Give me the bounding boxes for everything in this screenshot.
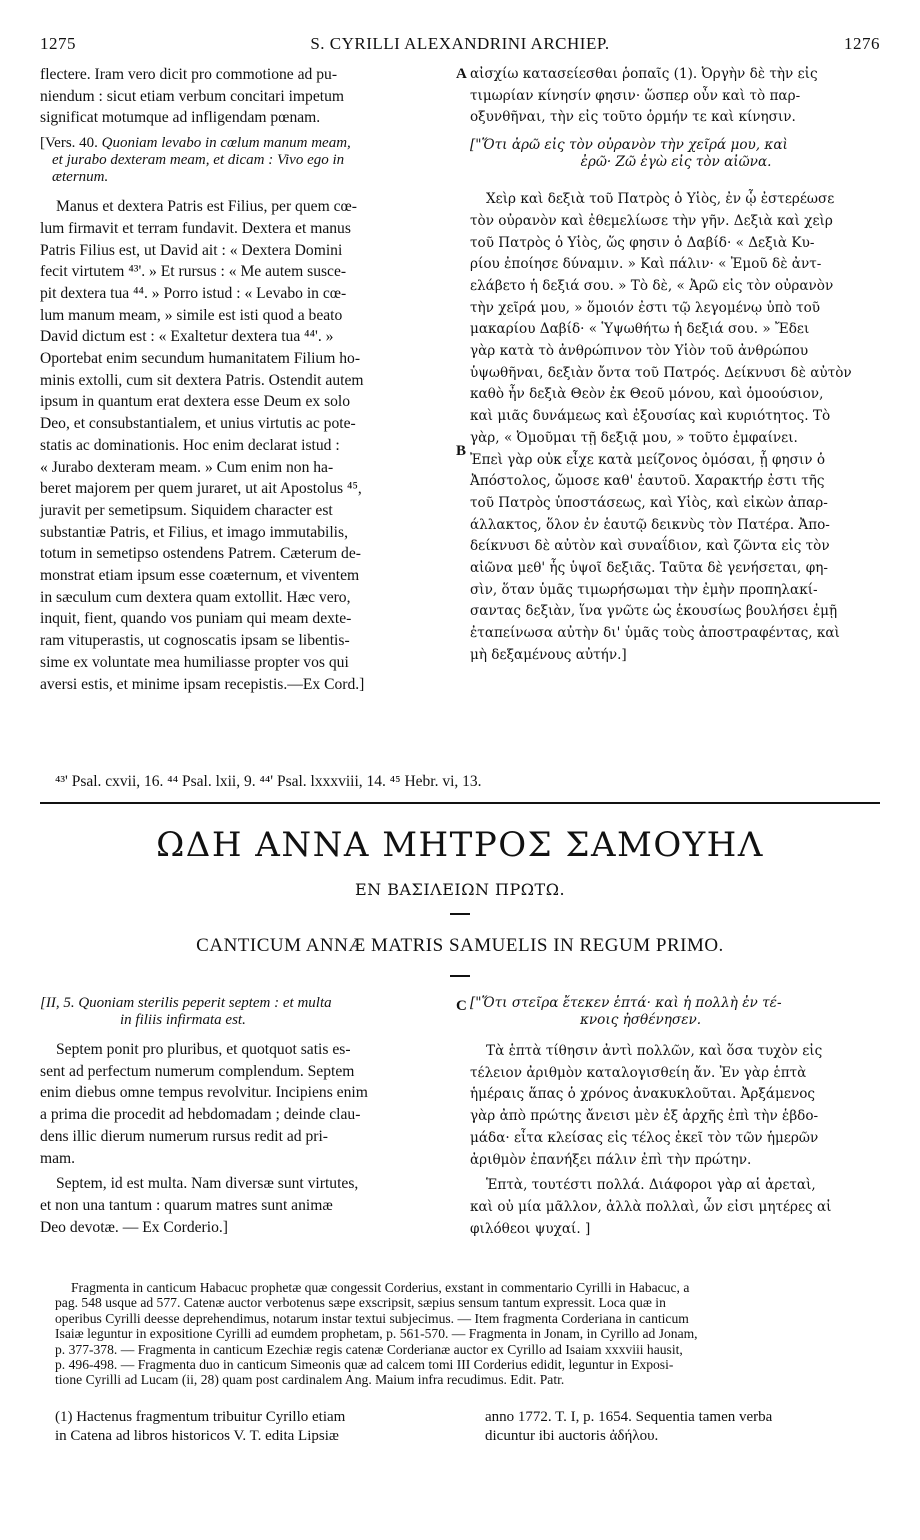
editorial-note-line: p. 377-378. — Fragmenta in canticum Ezechiæ regis catenæ Corderianæ auctor ex Cyrillo ad Isaiam xxxviii hausit, xyxy=(55,1341,683,1357)
latin-line: fecit virtutem ⁴³'. » Et rursus : « Me autem susce- xyxy=(40,263,347,281)
greek-paragraph xyxy=(470,1041,882,1171)
latin-line: Manus et dextera Patris est Filius, per quem cœ- xyxy=(56,198,357,216)
greek-line: οξυνθῆναι, τὴν εἰς τοῦτο ὁρμήν τε καὶ κίνησιν. xyxy=(470,109,796,126)
greek-line: σαντας δεξιὰν, ἵνα γνῶτε ὡς ἑκουσίως βουλήσει ἐμῇ xyxy=(470,603,838,620)
page-number-left: 1275 xyxy=(40,34,76,53)
latin-line: lum firmavit et terram fundavit. Dextera et manus xyxy=(40,219,351,237)
page-number-right: 1276 xyxy=(844,34,880,53)
latin-line: sent ad perfectum numerum complendum. Septem xyxy=(40,1062,355,1080)
latin-line: Oportebat enim secundum humanitatem Filium ho- xyxy=(40,350,361,368)
latin-line: beret majorem per quem juraret, ut ait Apostolus ⁴⁵, xyxy=(40,480,362,498)
editorial-note-line: p. 496-498. — Fragmenta duo in canticum Simeonis quæ ad calcem tomi III Corderius edidit, leguntur in Exposi- xyxy=(55,1357,674,1373)
greek-line: μὴ δεξαμένους αὐτήν.] xyxy=(470,646,627,663)
verse-text: et jurabo dexteram meam, et dicam : Vivo ego in xyxy=(52,152,345,169)
latin-line: Deo devotæ. — Ex Corderio.] xyxy=(40,1218,228,1236)
title-dash xyxy=(450,975,470,977)
footnote-right xyxy=(485,1408,885,1446)
latin-line: substantiæ Patris, et Filius, et imago immutabilis, xyxy=(40,523,348,541)
latin-line: flectere. Iram vero dicit pro commotione ad pu- xyxy=(40,66,338,83)
greek-paragraph xyxy=(470,1175,882,1240)
margin-marker-c: C xyxy=(456,998,467,1014)
greek-line: σὶν, ὅταν ὑμᾶς τιμωρήσωμαι τὴν ἐμὴν προπηλακί- xyxy=(470,581,818,598)
greek-verse-line: ["Ὅτι στεῖρα ἔτεκεν ἑπτά· καὶ ἡ πολλὴ ἐν τέ- xyxy=(470,995,782,1011)
greek-line: δείκνυσι δὲ αὐτὸν καὶ συναΐδιον, καὶ ζῶντα εἰς τὸν xyxy=(470,538,830,555)
latin-line: statis ac dominationis. Hoc enim declarat istud : xyxy=(40,436,340,454)
verse-text: æternum. xyxy=(52,169,109,186)
latin-paragraph xyxy=(40,1039,452,1169)
margin-marker-a: A xyxy=(456,66,467,82)
running-header xyxy=(40,34,880,58)
greek-line: μακαρίου Δαβίδ· « Ὑψωθήτω ἡ δεξιά σου. » Ἔδει xyxy=(470,321,810,338)
latin-line: lum manum meam, » simile est isti quod a beato xyxy=(40,306,343,324)
greek-line: αἰῶνα μεθ' ἧς ὑψοῖ δεξιᾶς. Ταῦτα δὲ γενήσεται, φη- xyxy=(470,560,828,577)
greek-line: Ἀπόστολος, ὤμοσε καθ' ἑαυτοῦ. Χαρακτήρ ἐστι τῆς xyxy=(470,473,825,490)
margin-marker-b: B xyxy=(456,443,467,459)
greek-line: τὸν οὐρανὸν καὶ ἐθεμελίωσε τὴν γῆν. Δεξιὰ καὶ χεὶρ xyxy=(470,212,833,229)
verse-text: in filiis infirmata est. xyxy=(120,1012,246,1028)
latin-line: ipsum in quantum erat dextera esse Deum ex solo xyxy=(40,393,351,411)
greek-line: Ἐπεὶ γὰρ οὐκ εἶχε κατὰ μείζονος ὀμόσαι, ᾗ φησιν ὁ xyxy=(470,451,826,468)
footnote-left xyxy=(55,1408,455,1446)
greek-line: τέλειον ἀριθμὸν καταλογισθείη ἄν. Ἐν γὰρ ἑπτὰ xyxy=(470,1064,807,1081)
latin-line: a prima die procedit ad hebdomadam ; deinde clau- xyxy=(40,1106,361,1124)
greek-section-subtitle: ΕΝ ΒΑΣΙΛΕΙΩΝ ΠΡΩΤΩ. xyxy=(354,880,566,899)
editorial-note xyxy=(55,1280,895,1388)
lower-greek-column xyxy=(470,995,882,1240)
greek-line: καὶ μιᾶς δυνάμεως καὶ ἐξουσίας καὶ κυριότητος. Τὸ xyxy=(470,408,831,425)
greek-line: τοῦ Πατρὸς ὁ Υἱὸς, ὥς φησιν ὁ Δαβίδ· « Δεξιὰ Κυ- xyxy=(470,234,815,251)
verse-text: [II, 5. Quoniam sterilis peperit septem : et multa xyxy=(40,995,332,1011)
greek-line: φιλόθεοι ψυχαί. ] xyxy=(470,1220,591,1237)
editorial-note-line: pag. 548 usque ad 577. Catenæ auctor verbotenus sæpe exscripsit, sæpius sensum tantum expressit. Loca quæ in xyxy=(55,1295,666,1311)
greek-verse xyxy=(470,137,882,171)
latin-line: inquit, fient, quando vos puniam qui meam dexte- xyxy=(40,610,352,628)
greek-line: Τὰ ἑπτὰ τίθησιν ἀντὶ πολλῶν, καὶ ὅσα τυχὸν εἰς xyxy=(486,1043,823,1059)
latin-line: Septem, id est multa. Nam diversæ sunt virtutes, xyxy=(56,1175,359,1193)
verse-text: Quoniam levabo in cœlum manum meam, xyxy=(101,135,351,152)
greek-verse-line: ἐρῶ· Ζῶ ἐγὼ εἰς τὸν αἰῶνα. xyxy=(580,154,772,171)
latin-paragraph xyxy=(40,1173,452,1238)
scripture-notes: ⁴³' Psal. cxvii, 16. ⁴⁴ Psal. lxii, 9. ⁴⁴' Psal. lxxxviii, 14. ⁴⁵ Hebr. vi, 13. xyxy=(55,773,482,790)
latin-line: significat motumque ad infligendam pœnam. xyxy=(40,109,321,127)
editorial-note-line: operibus Cyrilli deesse deprehendimus, notarum instar textui subjecimus. — Item fragmenta Corderiana in canticum xyxy=(55,1310,689,1326)
greek-line: άλλακτος, ὅλον ἐν ἑαυτῷ δεικνὺς τὸν Πατέρα. Ἀπο- xyxy=(470,516,830,533)
footnote-line: anno 1772. T. I, p. 1654. Sequentia tamen verba xyxy=(485,1409,773,1425)
verse-heading xyxy=(40,995,452,1029)
greek-line: γὰρ κατὰ τὸ ἀνθρώπινον τὸν Υἱὸν τοῦ ἀνθρώπου xyxy=(470,343,809,360)
top-greek-column xyxy=(470,64,882,667)
latin-line: David dictum est : « Exaltetur dextera tua ⁴⁴'. » xyxy=(40,328,334,346)
section-divider xyxy=(40,802,880,804)
latin-line: Patris Filius est, ut David ait : « Dextera Domini xyxy=(40,241,343,259)
footnote-line: (1) Hactenus fragmentum tribuitur Cyrillo etiam xyxy=(55,1409,346,1425)
latin-paragraph xyxy=(40,196,452,695)
latin-line: monstrat etiam ipsum esse coæternum, et viventem xyxy=(40,567,360,585)
greek-section-title: ΩΔΗ ΑΝΝΑ ΜΗΤΡΟΣ ΣΑΜΟΥΗΛ xyxy=(156,825,764,865)
editorial-note-line: Fragmenta in canticum Habacuc prophetæ quæ congessit Corderius, exstant in commentario Cyrilli in Habacuc, a xyxy=(71,1280,690,1295)
latin-line: Deo, et consubstantialem, et unius virtutis ac pote- xyxy=(40,415,356,433)
greek-line: τὴν χεῖρά μου, » ὅμοιόν ἐστι τῷ λεγομένῳ ὑπὸ τοῦ xyxy=(470,299,821,316)
latin-line: ram vituperastis, ut cognoscatis ipsam se libentis- xyxy=(40,632,350,650)
greek-line: Ἑπτὰ, τουτέστι πολλά. Διάφοροι γὰρ αἱ ἀρεταὶ, xyxy=(486,1177,816,1194)
greek-line: ὑψωθῆναι, δεξιὰν ὄντα τοῦ Πατρός. Δείκνυσι δὲ αὐτὸν xyxy=(470,364,852,381)
latin-line: sime ex voluntate mea humiliasse propter vos qui xyxy=(40,653,349,671)
greek-line: Χεὶρ καὶ δεξιὰ τοῦ Πατρὸς ὁ Υἱὸς, ἐν ᾧ ἐστερέωσε xyxy=(486,191,835,208)
footnote-line: dicuntur ibi auctoris ἀδήλου. xyxy=(485,1428,659,1444)
greek-line: καὶ οὐ μία μᾶλλον, ἀλλὰ πολλαὶ, ὧν εἰσι μητέρες αἱ xyxy=(470,1198,832,1215)
greek-line: ρίου ἐποίησε δύναμιν. » Καὶ πάλιν· « Ἐμοῦ δὲ ἀντ- xyxy=(470,256,822,273)
greek-line: ἀριθμὸν ἐπανήξει πάλιν ἐπὶ τὴν πρώτην. xyxy=(470,1151,752,1168)
latin-line: niendum : sicut etiam verbum concitari impetum xyxy=(40,87,345,105)
latin-line: totum in semetipso ostendens Patrem. Cæterum de- xyxy=(40,545,361,563)
greek-line: τιμωρίαν κίνησίν φησιν· ὥσπερ οὖν καὶ τὸ παρ- xyxy=(470,87,801,104)
greek-line: ελάβετο ἡ δεξιά σου. » Τὸ δὲ, « Ἀρῶ εἰς τὸν οὐρανὸν xyxy=(470,277,834,294)
latin-line: juravit per semetipsum. Siquidem character est xyxy=(40,501,333,519)
greek-verse-line: ["Ὅτι ἀρῶ εἰς τὸν οὐρανὸν τὴν χεῖρά μου, καὶ xyxy=(470,137,788,154)
greek-line: γὰρ, « Ὀμοῦμαι τῇ δεξιᾷ μου, » τοῦτο ἐμφαίνει. xyxy=(470,429,798,446)
latin-line: pit dextera tua ⁴⁴. » Porro istud : « Levabo in cœ- xyxy=(40,284,347,302)
greek-paragraph xyxy=(470,189,882,666)
latin-line: in sæculum cum dextera quam extollit. Hæc vero, xyxy=(40,588,351,606)
title-dash xyxy=(450,913,470,915)
greek-line: καθὸ ἦν δεξιὰ Θεὸν ἐκ Θεοῦ μόνου, καὶ ὁμοούσιον, xyxy=(470,386,824,403)
running-title: S. CYRILLI ALEXANDRINI ARCHIEP. xyxy=(310,34,610,53)
lower-latin-column xyxy=(40,995,452,1238)
verse-label: [Vers. 40. xyxy=(40,135,98,152)
latin-section-title: CANTICUM ANNÆ MATRIS SAMUELIS IN REGUM PRIMO. xyxy=(196,935,724,956)
greek-line: τοῦ Πατρὸς ὑποστάσεως, καὶ Υἱὸς, καὶ εἰκὼν ἀπαρ- xyxy=(470,494,828,511)
greek-line: γὰρ ἀπὸ πρώτης ἄνεισι μὲν ἐξ ἀρχῆς ἐπὶ τὴν ἑβδο- xyxy=(470,1108,819,1125)
greek-line: μάδα· εἶτα κλείσας εἰς τέλος ἐκεῖ τὸν τῶν ἡμερῶν xyxy=(470,1129,819,1146)
latin-line: dens illic dierum numerum rursus redit ad pri- xyxy=(40,1127,328,1145)
latin-line: « Jurabo dexteram meam. » Cum enim non ha- xyxy=(40,458,334,476)
greek-verse xyxy=(470,995,882,1029)
greek-line: ἡμέραις ἅπας ὁ χρόνος ἀνακυκλοῦται. Ἀρξάμενος xyxy=(470,1086,816,1103)
editorial-note-line: tione Cyrilli ad Lucam (ii, 28) quam post cardinalem Ang. Maium infra recudimus. Edit. Patr. xyxy=(55,1372,565,1388)
top-latin-column xyxy=(40,64,452,695)
latin-line: enim diebus omne tempus revolvitur. Incipiens enim xyxy=(40,1084,368,1102)
latin-line: Septem ponit pro pluribus, et quotquot satis es- xyxy=(56,1041,351,1058)
footnote-line: in Catena ad libros historicos V. T. edita Lipsiæ xyxy=(55,1428,339,1444)
greek-verse-line: κνοις ἠσθένησεν. xyxy=(580,1012,702,1028)
latin-line: aversi estis, et minime ipsam recepistis.—Ex Cord.] xyxy=(40,675,365,693)
editorial-note-line: Isaiæ leguntur in expositione Cyrilli ad eumdem prophetam, p. 561-570. — Fragmenta in Jonam, in Cyrillo ad Jonam, xyxy=(55,1326,698,1342)
greek-line: αἰσχίω κατασείεσθαι ῥοπαῖς (1). Ὀργὴν δὲ τὴν εἰς xyxy=(470,66,818,82)
verse-heading xyxy=(40,135,452,186)
latin-line: mam. xyxy=(40,1149,76,1167)
latin-line: minis extolli, cum sit dextera Patris. Ostendit autem xyxy=(40,371,364,389)
greek-line: ἐταπείνωσα αὐτὴν δι' ὑμᾶς τοὺς ἀποστραφέντας, καὶ xyxy=(470,625,840,642)
latin-line: et non una tantum : quarum matres sunt animæ xyxy=(40,1196,333,1214)
